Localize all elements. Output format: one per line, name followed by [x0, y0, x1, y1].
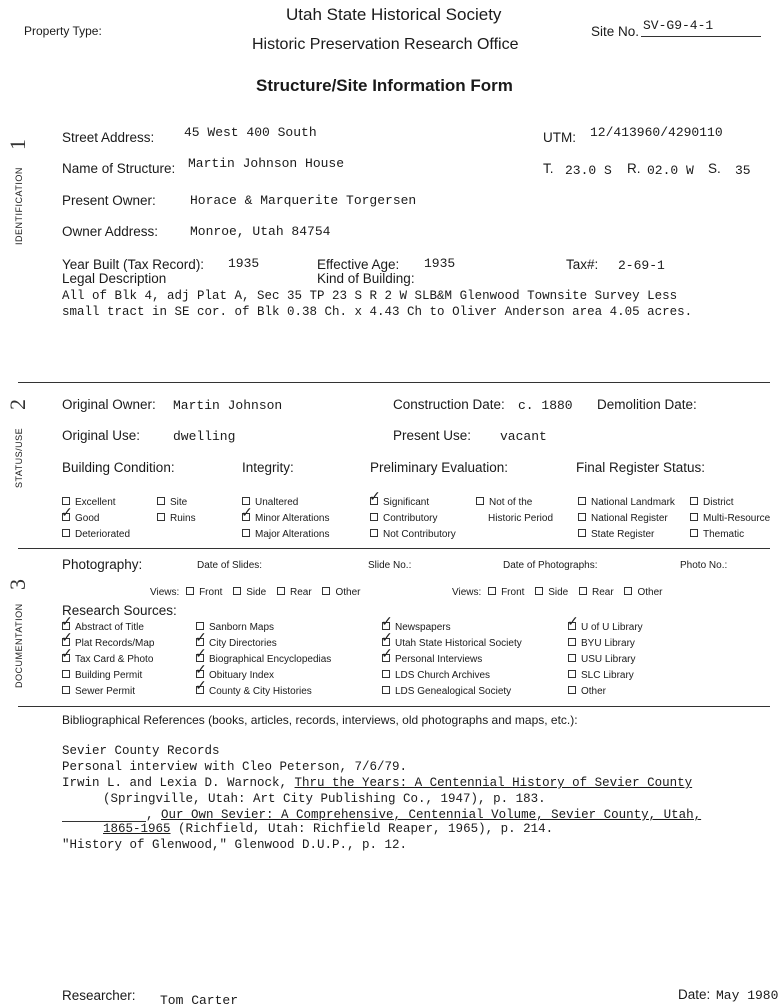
- src-sewer-permit[interactable]: Sewer Permit: [62, 686, 135, 697]
- original-use-value: dwelling: [173, 429, 236, 444]
- final-multi-resource[interactable]: Multi-Resource: [690, 513, 770, 524]
- slide-no-label: Slide No.:: [368, 560, 412, 571]
- src-biographical[interactable]: ✓Biographical Encyclopedias: [196, 654, 331, 665]
- ref-6: 1865-1965 (Richfield, Utah: Richfield Reaper, 1965), p. 214.: [103, 822, 554, 836]
- photo-no-label: Photo No.:: [680, 560, 728, 571]
- prelim-not-of-period[interactable]: Not of the: [476, 497, 532, 508]
- owner-address-label: Owner Address:: [62, 224, 159, 239]
- section-number-2: 2: [5, 399, 30, 410]
- photos-views: Views: Front Side Rear Other: [452, 587, 663, 598]
- construction-date-value: c. 1880: [518, 398, 573, 413]
- integ-major[interactable]: Major Alterations: [242, 529, 329, 540]
- identification-side-label: IDENTIFICATION: [14, 167, 24, 245]
- integ-minor[interactable]: ✓Minor Alterations: [242, 513, 329, 524]
- section-label: S.: [708, 161, 721, 176]
- cond-ruins[interactable]: Ruins: [157, 513, 196, 524]
- street-address-label: Street Address:: [62, 130, 155, 145]
- ref-4: (Springville, Utah: Art City Publishing Co., 1947), p. 183.: [103, 792, 546, 806]
- office-name: Historic Preservation Research Office: [252, 36, 519, 53]
- integrity-label: Integrity:: [242, 460, 294, 475]
- src-ushs[interactable]: ✓Utah State Historical Society: [382, 638, 522, 649]
- owner-address-value: Monroe, Utah 84754: [190, 224, 331, 239]
- section-value: 35: [735, 163, 751, 178]
- township-label: T.: [543, 161, 554, 176]
- slides-views: Views: Front Side Rear Other: [150, 587, 361, 598]
- ref-7: "History of Glenwood," Glenwood D.U.P., p. 12.: [62, 838, 408, 852]
- effective-age-label: Effective Age:: [317, 257, 400, 272]
- src-newspapers[interactable]: ✓Newspapers: [382, 622, 451, 633]
- final-register-label: Final Register Status:: [576, 460, 706, 475]
- utm-label: UTM:: [543, 130, 576, 145]
- structure-name-value: Martin Johnson House: [188, 156, 345, 171]
- range-value: 02.0 W: [647, 163, 694, 178]
- cond-deteriorated[interactable]: Deteriorated: [62, 529, 130, 540]
- integ-unaltered[interactable]: Unaltered: [242, 497, 298, 508]
- utm-value: 12/413960/4290110: [590, 125, 723, 140]
- src-building-permit[interactable]: Building Permit: [62, 670, 142, 681]
- date-photos-label: Date of Photographs:: [503, 560, 598, 571]
- year-built-value: 1935: [228, 256, 260, 271]
- status-side-label: STATUS/USE: [14, 427, 24, 488]
- biblio-label: Bibliographical References (books, articles, records, interviews, old photographs and maps, etc.):: [62, 713, 578, 727]
- src-personal-interviews[interactable]: ✓Personal Interviews: [382, 654, 482, 665]
- section-number-3: 3: [5, 579, 30, 590]
- site-no-underline: [641, 36, 761, 37]
- date-label: Date:: [678, 987, 711, 1002]
- ref-1: Sevier County Records: [62, 744, 220, 758]
- divider-2: [18, 548, 770, 549]
- preliminary-evaluation-label: Preliminary Evaluation:: [370, 460, 509, 475]
- documentation-side-label: DOCUMENTATION: [14, 603, 24, 688]
- range-label: R.: [627, 161, 641, 176]
- divider-1: [18, 382, 770, 383]
- effective-age-value: 1935: [424, 256, 456, 271]
- cond-good[interactable]: ✓Good: [62, 513, 99, 524]
- year-built-label: Year Built (Tax Record):: [62, 257, 205, 272]
- researcher-label: Researcher:: [62, 988, 136, 1003]
- structure-name-label: Name of Structure:: [62, 161, 176, 176]
- demolition-date-label: Demolition Date:: [597, 397, 697, 412]
- research-sources-label: Research Sources:: [62, 603, 177, 618]
- site-no-value: SV-G9-4-1: [643, 18, 714, 33]
- prelim-not-contributory[interactable]: Not Contributory: [370, 529, 456, 540]
- src-county-histories[interactable]: ✓County & City Histories: [196, 686, 312, 697]
- src-slc-library[interactable]: SLC Library: [568, 670, 634, 681]
- src-usu-library[interactable]: USU Library: [568, 654, 635, 665]
- final-national-register[interactable]: National Register: [578, 513, 668, 524]
- src-abstract-of-title[interactable]: ✓Abstract of Title: [62, 622, 144, 633]
- date-slides-label: Date of Slides:: [197, 560, 263, 571]
- property-type-label: Property Type:: [24, 24, 102, 38]
- prelim-contributory[interactable]: Contributory: [370, 513, 437, 524]
- present-use-label: Present Use:: [393, 428, 472, 443]
- src-byu-library[interactable]: BYU Library: [568, 638, 635, 649]
- ref-2: Personal interview with Cleo Peterson, 7/6/79.: [62, 760, 408, 774]
- society-name: Utah State Historical Society: [286, 5, 502, 24]
- final-national-landmark[interactable]: National Landmark: [578, 497, 675, 508]
- legal-line-2: small tract in SE cor. of Blk 0.38 Ch. x 4.43 Ch to Oliver Anderson area 4.05 acres.: [62, 305, 693, 319]
- prelim-historic-period: Historic Period: [488, 513, 554, 524]
- form-title: Structure/Site Information Form: [256, 76, 513, 95]
- owner-value: Horace & Marquerite Torgersen: [190, 193, 417, 208]
- tax-label: Tax#:: [566, 257, 599, 272]
- original-owner-value: Martin Johnson: [173, 398, 283, 413]
- original-owner-label: Original Owner:: [62, 397, 156, 412]
- date-value: May 1980: [716, 988, 778, 1003]
- building-condition-label: Building Condition:: [62, 460, 175, 475]
- legal-line-1: All of Blk 4, adj Plat A, Sec 35 TP 23 S R 2 W SLB&M Glenwood Townsite Survey Less: [62, 289, 678, 303]
- construction-date-label: Construction Date:: [393, 397, 505, 412]
- src-city-directories[interactable]: ✓City Directories: [196, 638, 277, 649]
- section-number-1: 1: [5, 139, 30, 150]
- owner-label: Present Owner:: [62, 193, 156, 208]
- src-other[interactable]: Other: [568, 686, 606, 697]
- ref-5: , Our Own Sevier: A Comprehensive, Centennial Volume, Sevier County, Utah,: [146, 808, 702, 822]
- site-no-label: Site No.: [591, 24, 640, 39]
- kind-of-building-label: Kind of Building:: [317, 271, 415, 286]
- cond-excellent[interactable]: Excellent: [62, 497, 116, 508]
- src-tax-card[interactable]: ✓Tax Card & Photo: [62, 654, 153, 665]
- present-use-value: vacant: [500, 429, 547, 444]
- street-address-value: 45 West 400 South: [184, 125, 317, 140]
- src-sanborn-maps[interactable]: Sanborn Maps: [196, 622, 274, 633]
- final-state-register[interactable]: State Register: [578, 529, 654, 540]
- src-lds-genealogical[interactable]: LDS Genealogical Society: [382, 686, 511, 697]
- divider-3: [18, 706, 770, 707]
- src-obituary[interactable]: ✓Obituary Index: [196, 670, 274, 681]
- cond-site[interactable]: Site: [157, 497, 187, 508]
- final-district[interactable]: District: [690, 497, 734, 508]
- tax-value: 2-69-1: [618, 258, 665, 273]
- ref-3: Irwin L. and Lexia D. Warnock, Thru the Years: A Centennial History of Sevier County: [62, 776, 693, 790]
- township-value: 23.0 S: [565, 163, 612, 178]
- src-uofu-library[interactable]: ✓U of U Library: [568, 622, 643, 633]
- original-use-label: Original Use:: [62, 428, 141, 443]
- final-thematic[interactable]: Thematic: [690, 529, 744, 540]
- researcher-value: Tom Carter: [160, 993, 239, 1008]
- photography-label: Photography:: [62, 557, 143, 572]
- src-plat-records[interactable]: ✓Plat Records/Map: [62, 638, 154, 649]
- src-lds-archives[interactable]: LDS Church Archives: [382, 670, 490, 681]
- legal-description-label: Legal Description: [62, 271, 167, 286]
- prelim-significant[interactable]: ✓Significant: [370, 497, 429, 508]
